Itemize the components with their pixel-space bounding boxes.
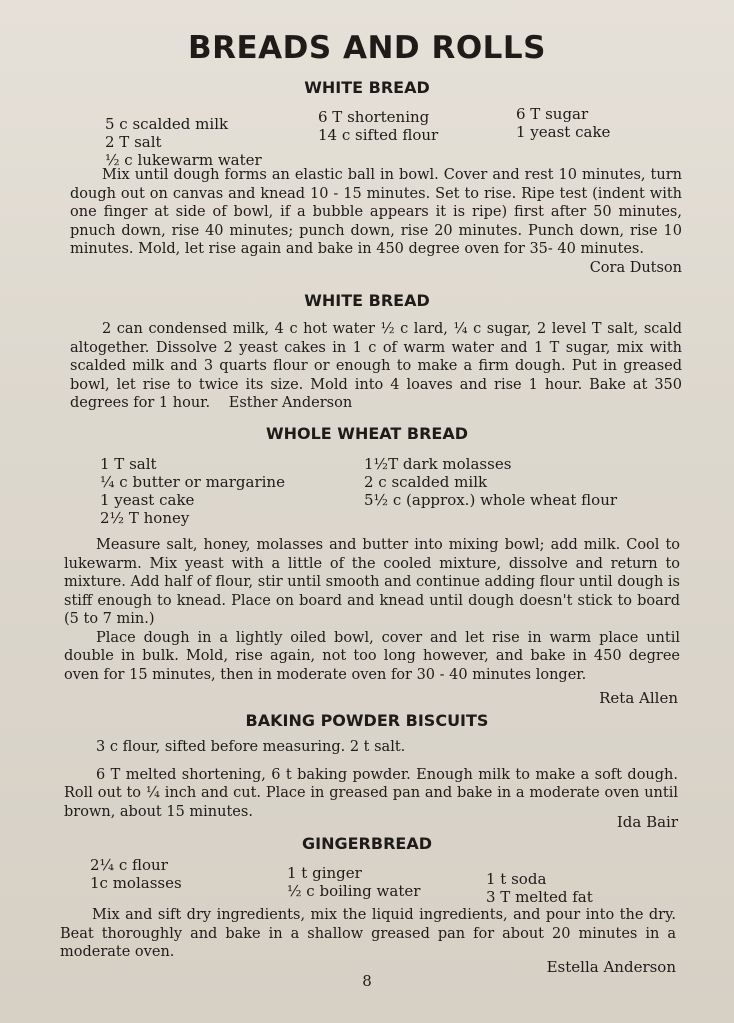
ingredient: 2 T salt [105,133,162,151]
ingredient: 14 c sifted flour [318,126,439,144]
ingredient: 1c molasses [90,874,182,892]
recipe-title: WHITE BREAD [304,291,430,310]
ingredient: ½ c boiling water [287,882,421,900]
ingredient: 5 c scalded milk [105,115,229,133]
recipe-title: BAKING POWDER BISCUITS [245,711,489,730]
ingredient-column [516,105,610,141]
ingredient-column [287,864,420,900]
ingredient: 1½T dark molasses [364,455,512,473]
recipe-author: Esther Anderson [228,395,353,411]
recipe-author: Cora Dutson [589,259,682,276]
instruction-text: 2 can condensed milk, 4 c hot water ½ c lard, ¼ c sugar, 2 level T salt, scald altogether. Dissolve 2 yeast cakes in 1 c of warm water and 1 T sugar, mix with scalded milk and 3 quarts flour or enough to make a firm dough. Put in greased bowl, let rise to twice its size. Mold into 4 loaves and rise 1 hour. Bake at 350 degrees for 1 hour. [70,321,682,411]
ingredient: 2¼ c flour [90,856,168,874]
recipe-author: Estella Anderson [546,958,676,976]
ingredient-column [90,856,182,892]
instruction-text: Mix and sift dry ingredients, mix the liquid ingredients, and pour into the dry. Beat thoroughly and bake in a shallow greased pan for about 20 minutes in a moderate oven. [60,907,676,960]
ingredient-column [364,455,617,509]
recipe-author: Reta Allen [599,689,678,707]
instruction-text: Measure salt, honey, molasses and butter into mixing bowl; add milk. Cool to lukewarm. Mix yeast with a little of the cooled mixture, dissolve and return to mixture. Add half of flour, stir until smooth and continue adding flour until dough is stiff enough to knead. Place on board and knead until dough doesn't stick to board (5 to 7 min.) [64,537,680,627]
ingredient: 2 c scalded milk [364,473,488,491]
ingredient: ¼ c butter or margarine [100,473,285,491]
recipe-instructions [64,738,678,821]
ingredient: 1 yeast cake [516,123,611,141]
page-title: BREADS AND ROLLS [187,30,547,66]
instruction-text: 6 T melted shortening, 6 t baking powder. Enough milk to make a soft dough. Roll out to ¼ inch and cut. Place in greased pan and bake in a moderate oven until brown, about 15 minutes. [64,766,678,820]
ingredient: 1 yeast cake [100,491,195,509]
instruction-text: Mix until dough forms an elastic ball in bowl. Cover and rest 10 minutes, turn dough out on canvas and knead 10 - 15 minutes. Set to rise. Ripe test (indent with one finger at side of bowl, if a bubble appears it is ripe) first after 50 minutes, pnuch down, rise 40 minutes; punch down, rise 20 minutes. Punch down, rise 10 minutes. Mold, let rise again and bake in 450 degree oven for 35- 40 minutes. [70,167,682,257]
ingredient: 2½ T honey [100,509,190,527]
ingredient: 1 T salt [100,455,157,473]
ingredient: 3 T melted fat [486,888,593,906]
ingredient-column [100,455,285,527]
ingredient-column [318,108,438,144]
recipe-instructions [64,536,680,684]
recipe-instructions [70,320,682,413]
recipe-instructions [70,166,682,277]
ingredient-column [486,870,593,906]
recipe-instructions [60,906,676,962]
recipe-title: GINGERBREAD [302,834,432,853]
ingredient: 6 T sugar [516,105,589,123]
recipe-title: WHITE BREAD [304,78,430,97]
ingredient: 1 t soda [486,870,547,888]
recipe-author: Ida Bair [616,813,678,831]
ingredient: 6 T shortening [318,108,430,126]
instruction-text: Place dough in a lightly oiled bowl, cover and let rise in warm place until double in bulk. Mold, rise again, not too long however, and bake in 450 degree oven for 15 minutes, then in moderate oven for 30 - 40 minutes longer. [64,629,680,683]
instruction-text: 3 c flour, sifted before measuring. 2 t salt. [96,739,406,755]
page-number: 8 [362,972,372,990]
ingredient: 5½ c (approx.) whole wheat flour [364,491,618,509]
recipe-title: WHOLE WHEAT BREAD [265,424,469,443]
ingredient: 1 t ginger [287,864,362,882]
ingredient: ½ c lukewarm water [105,151,262,169]
ingredient-column [105,115,262,169]
